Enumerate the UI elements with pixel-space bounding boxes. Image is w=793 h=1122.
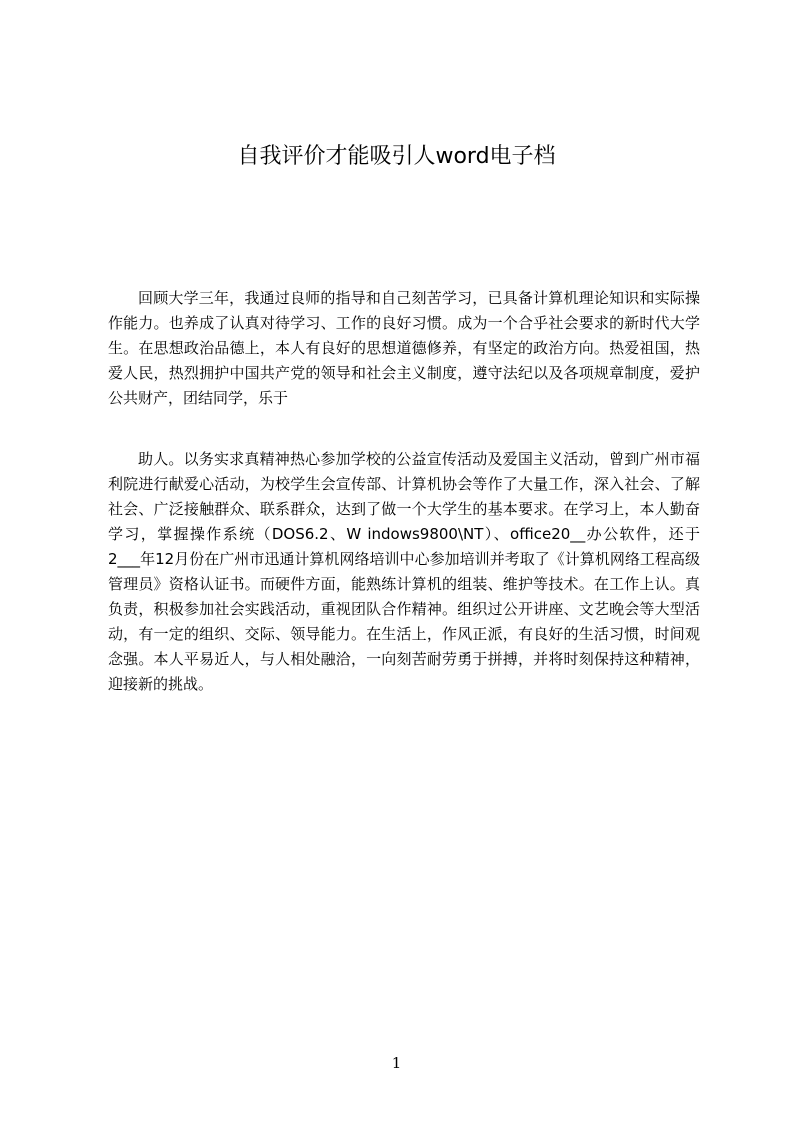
page-title: 自我评价才能吸引人word电子档 [237, 144, 556, 169]
paragraph-2: 助人。以务实求真精神热心参加学校的公益宣传活动及爱国主义活动，曾到广州市福利院进行献爱心活动，为校学生会宣传部、计算机协会等作了大量工作，深入社会、了解社会、广泛接触群众、联系群众，达到了做一个大学生的基本要求。在学习上，本人勤奋学习，掌握操作系统（DOS6.2、W indows9800\NT）、office20__办公软件，还于2___年12月份在广州市迅通计算机网络培训中心参加培训并考取了《计算机网络工程高级管理员》资格认证书。而硬件方面，能熟练计算机的组装、维护等技术。在工作上认。真负责，积极参加社会实践活动，重视团队合作精神。组织过公开讲座、文艺晚会等大型活动，有一定的组织、交际、领导能力。在生活上，作风正派，有良好的生活习惯，时间观念强。本人平易近人，与人相处融洽，一向刻苦耐劳勇于拼搏，并将时刻保持这种精神，迎接新的挑战。 [108, 450, 700, 693]
paragraph-1: 回顾大学三年，我通过良师的指导和自己刻苦学习，已具备计算机理论知识和实际操作能力。也养成了认真对待学习、工作的良好习惯。成为一个合乎社会要求的新时代大学生。在思想政治品德上，本人有良好的思想道德修养，有坚定的政治方向。热爱祖国，热爱人民，热烈拥护中国共产党的领导和社会主义制度，遵守法纪以及各项规章制度，爱护公共财产，团结同学，乐于 [108, 289, 700, 407]
page-number: 1 [391, 1054, 402, 1072]
